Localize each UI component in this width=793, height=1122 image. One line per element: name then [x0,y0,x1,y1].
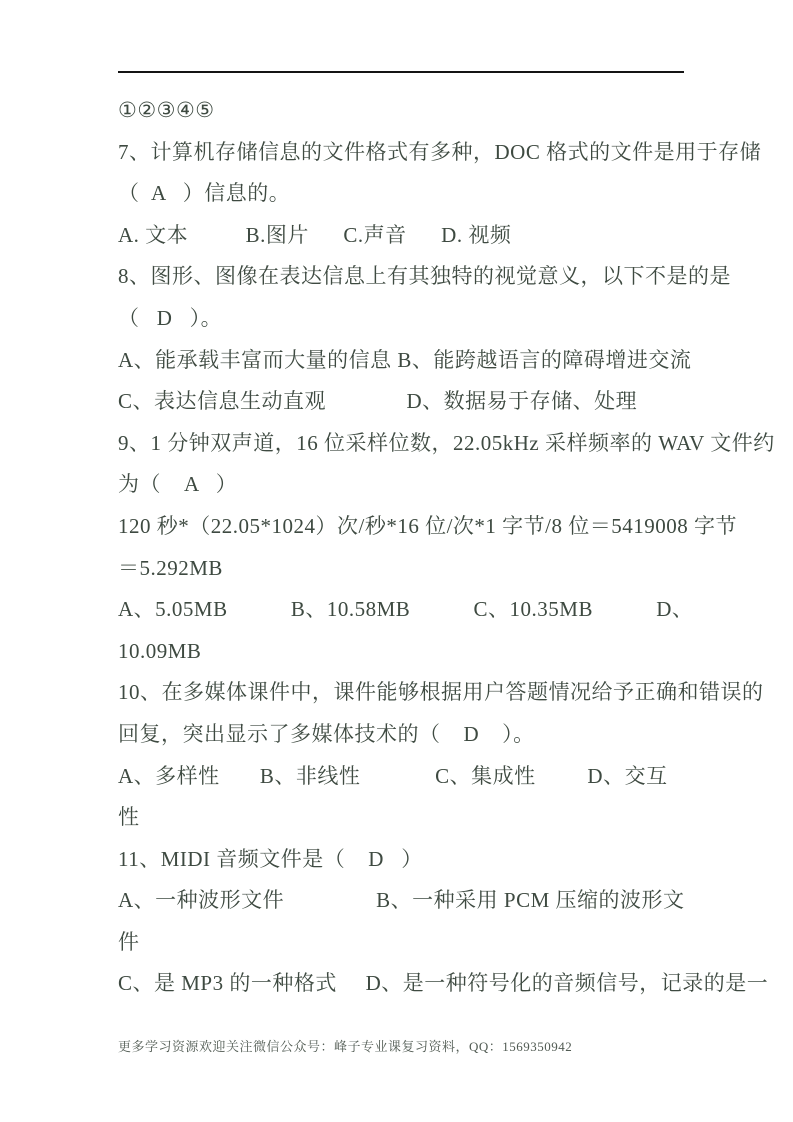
question-10 [118,672,764,838]
options-line: 10.09MB [118,638,202,663]
question-line: 11、MIDI 音频文件是（ D ） [118,846,423,871]
question-11 [118,839,769,1005]
circled-numbers-line: ①②③④⑤ [118,98,215,122]
options-line: C、表达信息生动直观 D、数据易于存储、处理 [118,389,638,414]
options-line: A、能承载丰富而大量的信息 B、能跨越语言的障碍增进交流 [118,347,692,372]
solution-line: ＝5.292MB [118,555,223,580]
question-line: （ D ）。 [118,305,223,330]
header-rule [118,71,684,73]
page-footer: 更多学习资源欢迎关注微信公众号：峰子专业课复习资料，QQ：1569350942 [118,1039,573,1054]
question-line: 8、图形、图像在表达信息上有其独特的视觉意义，以下不是的是 [118,264,731,289]
options-line: C、是 MP3 的一种格式 D、是一种符号化的音频信号，记录的是一 [118,971,769,996]
options-line: A、一种波形文件 B、一种采用 PCM 压缩的波形文 [118,888,685,913]
question-line: 10、在多媒体课件中，课件能够根据用户答题情况给予正确和错误的 [118,680,764,705]
question-line: （ A ）信息的。 [118,181,291,206]
question-line: 回复，突出显示了多媒体技术的（ D ）。 [118,721,535,746]
options-line: 件 [118,929,140,954]
options-line: A、5.05MB B、10.58MB C、10.35MB D、 [118,597,694,622]
solution-line: 120 秒*（22.05*1024）次/秒*16 位/次*1 字节/8 位＝5419008 字节 [118,513,738,538]
options-line: 性 [118,805,140,830]
question-9 [118,423,775,673]
question-line: 9、1 分钟双声道，16 位采样位数，22.05kHz 采样频率的 WAV 文件约 [118,430,775,455]
options-line: A、多样性 B、非线性 C、集成性 D、交互 [118,763,668,788]
question-line: 为（ A ） [118,472,238,497]
document-content [118,90,775,1005]
question-line: 7、计算机存储信息的文件格式有多种，DOC 格式的文件是用于存储 [118,139,762,164]
options-line: A. 文本 B.图片 C.声音 D. 视频 [118,222,512,247]
question-8 [118,256,731,422]
question-7 [118,132,762,257]
